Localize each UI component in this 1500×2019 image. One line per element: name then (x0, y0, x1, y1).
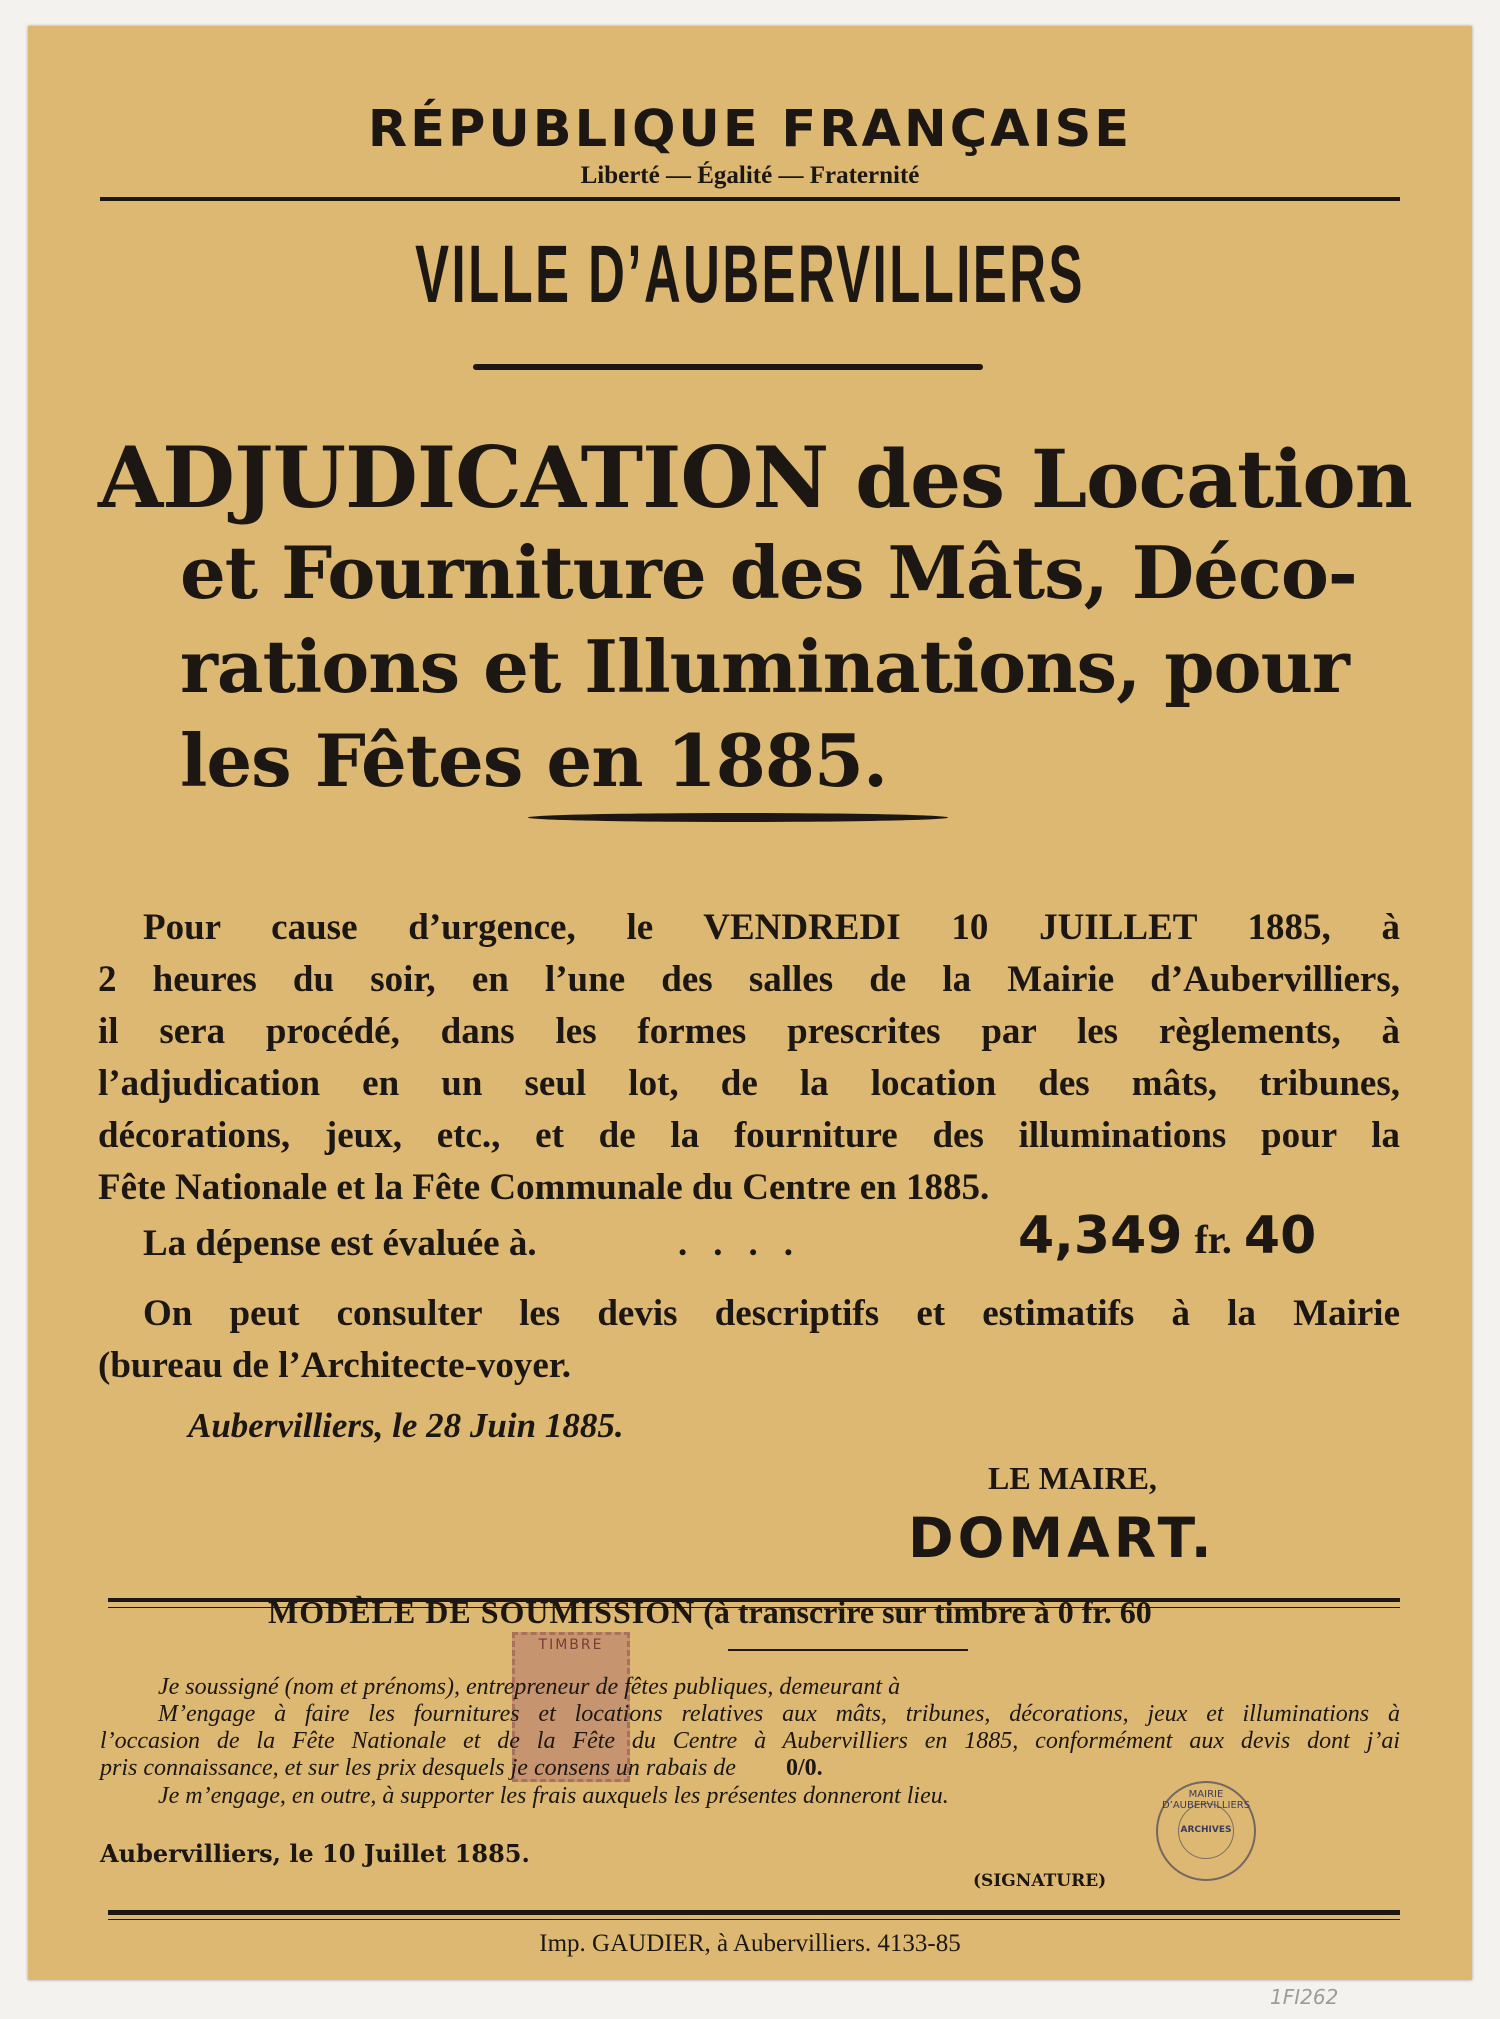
pledge-declaration (100, 1674, 1400, 1701)
city-heading: VILLE D’AUBERVILLIERS (415, 229, 1085, 320)
title-line-rest: des Location (828, 432, 1412, 526)
expense-francs: 4,349 (1018, 1206, 1183, 1266)
pledge-rebate-text: pris connaissance, et sur les prix desquels je consens un rabais de (100, 1755, 736, 1781)
poster-sheet (28, 26, 1472, 1980)
mayor-name: DOMART. (908, 1506, 1216, 1570)
body-line: l’adjudication en un seul lot, de la location des mâts, tribunes, (98, 1063, 1400, 1104)
mayor-title: LE MAIRE, (988, 1460, 1157, 1496)
consult-line: On peut consulter les devis descriptifs et estimatifs à la Mairie (143, 1293, 1400, 1334)
notice-place-date: Aubervilliers, le 28 Juin 1885. (188, 1406, 624, 1445)
expense-label: La dépense est évaluée à. (143, 1223, 537, 1264)
rebate-unit: 0/0. (785, 1755, 823, 1781)
archive-stamp-label: ARCHIVES (1180, 1825, 1232, 1835)
expense-leader-dots: .... (678, 1223, 819, 1264)
header-rule (100, 197, 1400, 201)
pledge-line: Je m’engage, en outre, à supporter les frais auxquels les présentes donneront lieu. (158, 1783, 949, 1809)
signature-label: (SIGNATURE) (973, 1871, 1107, 1891)
national-motto: Liberté — Égalité — Fraternité (580, 162, 920, 189)
form-title-underline (728, 1649, 968, 1651)
notice-title (98, 428, 1412, 808)
body-line: Pour cause d’urgence, le VENDREDI 10 JUILLET 1885, à (143, 907, 1400, 948)
title-line: les Fêtes en 1885. (180, 718, 888, 803)
archive-stamp-name: MAIRIE D’AUBERVILLIERS (1161, 1789, 1251, 1811)
archive-stamp (1156, 1781, 1256, 1881)
body-line: décorations, jeux, etc., et de la fourniture des illuminations pour la (98, 1115, 1400, 1156)
title-line: et Fourniture des Mâts, Déco- (180, 530, 1357, 615)
body-paragraph (98, 902, 1400, 1214)
title-line: rations et Illuminations, pour (180, 624, 1349, 709)
consult-paragraph (98, 1288, 1400, 1392)
pledge-line (100, 1755, 1400, 1782)
form-title-note: (à transcrire sur timbre à 0 fr. 60 (695, 1594, 1152, 1630)
form-title-name: MODÈLE DE SOUMISSION (268, 1594, 696, 1630)
pledge-line: Je soussigné (nom et prénoms), entrepreneur de fêtes publiques, demeurant à (158, 1674, 901, 1700)
republic-heading: RÉPUBLIQUE FRANÇAISE (367, 100, 1133, 159)
body-line: 2 heures du soir, en l’une des salles de la Mairie d’Aubervilliers, (98, 959, 1400, 1000)
footer-rule (108, 1910, 1400, 1915)
expense-cents: 40 (1243, 1206, 1317, 1266)
pledge-commitment (100, 1701, 1400, 1782)
pledge-line: l’occasion de la Fête Nationale et de la Fête du Centre à Aubervilliers en 1885, conformément aux devis dont j’ai (100, 1728, 1400, 1754)
body-line: Fête Nationale et la Fête Communale du Centre en 1885. (98, 1167, 990, 1208)
title-line (98, 428, 1412, 527)
archive-reference: 1FI262 (1270, 1985, 1339, 2009)
body-line: il sera procédé, dans les formes prescrites par les règlements, à (98, 1011, 1400, 1052)
title-keyword: ADJUDICATION (98, 428, 829, 527)
revenue-stamp-label: TIMBRE (538, 1637, 604, 1653)
consult-line: (bureau de l’Architecte-voyer. (98, 1345, 572, 1386)
printer-imprint: Imp. GAUDIER, à Aubervilliers. 4133-85 (539, 1930, 961, 1957)
footer-rule-thin (108, 1919, 1400, 1920)
title-rule (528, 813, 948, 822)
expense-unit: fr. (1194, 1217, 1232, 1262)
form-place-date: Aubervilliers, le 10 Juillet 1885. (100, 1839, 530, 1868)
city-rule (473, 364, 983, 370)
expense-amount (1018, 1206, 1316, 1266)
form-title (268, 1594, 1152, 1631)
pledge-line: M’engage à faire les fournitures et locations relatives aux mâts, tribunes, décorations, jeux et illuminations à (158, 1701, 1400, 1727)
